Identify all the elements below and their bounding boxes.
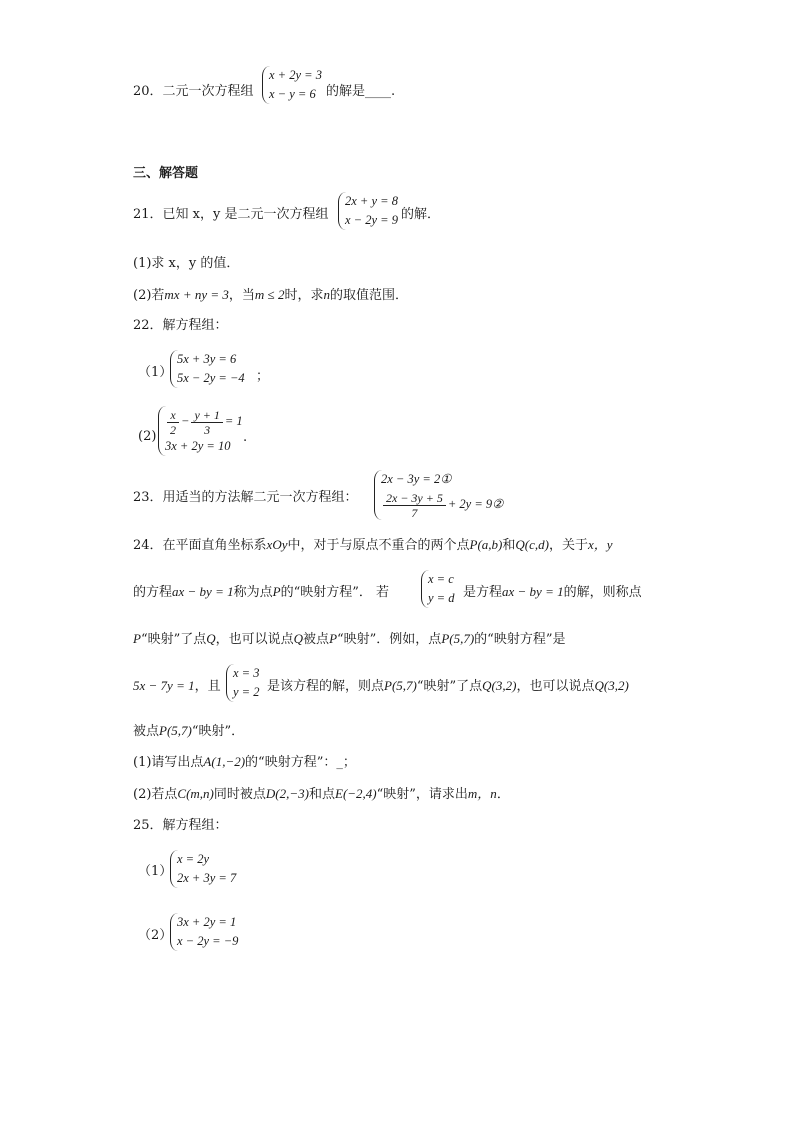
- q21-p2-text-d: 的取值范围．: [329, 288, 408, 303]
- q24-part1: [133, 754, 356, 771]
- q24-p1-a: (1)请写出点: [133, 755, 204, 770]
- q22-p2-rhs: = 1: [224, 414, 243, 428]
- q22-p1-tail: ；: [256, 369, 270, 384]
- q22-p1-eq1: 5x + 3y = 6: [177, 352, 237, 366]
- q24-p1-b: 的“映射方程”：_；: [245, 755, 356, 770]
- q23-system: [374, 470, 503, 520]
- q24-l4-b: 是该方程的解，则点: [267, 679, 385, 694]
- q21-prefix: 21．已知 x，y 是二元一次方程组: [133, 207, 329, 222]
- q24-l4-s2: y = 2: [233, 685, 260, 699]
- q24-l3-c: ，也可以说点: [215, 632, 294, 647]
- q23-eq1: 2x − 3y = 2①: [381, 472, 452, 486]
- q24-l4-system: [226, 664, 259, 702]
- q22-p2-frac1-den: 2: [170, 422, 176, 437]
- q21-p2-text-c: 时，求: [284, 288, 324, 303]
- q24-l3-d: 被点: [303, 632, 330, 647]
- q24-l3-f: 的“映射方程”是: [474, 632, 566, 647]
- q20-prefix: 20．二元一次方程组: [133, 84, 254, 99]
- q24-l1-c: 和: [502, 538, 516, 553]
- q24-l2-p: P: [272, 584, 281, 599]
- q24-l3-q2: Q: [293, 631, 304, 646]
- q24-l1-a: 24．在平面直角坐标系: [133, 538, 267, 553]
- q24-line5: [133, 723, 244, 740]
- q22-p1-eq2: 5x − 2y = −4: [177, 371, 245, 385]
- q24-l3-p57: P(5,7): [441, 631, 475, 646]
- q24-l5-a: 被点: [133, 724, 160, 739]
- q24-l5-p: P(5,7): [159, 723, 192, 738]
- q24-l3-q: Q: [206, 631, 216, 646]
- q24-l2-eq2: ax − by = 1: [502, 584, 564, 599]
- q24-l2-e: 的解，则称点: [563, 585, 642, 600]
- q20-suffix: 的解是____.: [326, 84, 396, 99]
- q24-l4-d: ，也可以说点: [516, 679, 595, 694]
- q22-p2-frac1: [167, 408, 179, 437]
- q21-p2-expr: mx + ny = 3: [164, 287, 229, 302]
- q24-p2-f: “映射”，请求出: [376, 787, 468, 802]
- q22-p2-frac2: [191, 408, 222, 437]
- q24-p2-a: (2)若点: [133, 787, 178, 802]
- q22-p2-minus: −: [181, 414, 190, 428]
- q25-p1-label: （1）: [138, 864, 173, 879]
- q21-eq1: 2x + y = 8: [345, 194, 398, 208]
- q24-p2-g: ．: [496, 787, 510, 802]
- q21-system: [338, 192, 398, 230]
- q21-eq2: x − 2y = 9: [345, 213, 398, 227]
- q24-l4-c: “映射”了点: [416, 679, 483, 694]
- q25-p2-system: [170, 913, 238, 951]
- q22-p2-frac2-num: y + 1: [191, 408, 222, 423]
- q24-l4-q: Q(3,2): [482, 678, 517, 693]
- q23-frac: [383, 491, 446, 520]
- q20-line: [133, 84, 254, 100]
- q23-eq2-rest: + 2y = 9②: [447, 497, 504, 511]
- q24-l2-s1: x = c: [428, 572, 454, 586]
- q20-system: [262, 66, 322, 104]
- q24-p1-point: A(1,−2): [203, 754, 246, 769]
- q24-part2: [133, 786, 510, 803]
- q22-p1-label: （1）: [138, 365, 173, 380]
- q25-p1-system: [170, 850, 236, 888]
- q24-l2-b: 称为点: [233, 585, 273, 600]
- q24-l2-a: 的方程: [133, 585, 173, 600]
- q22-p2-system: [158, 406, 243, 456]
- q20-eq1: x + 2y = 3: [269, 68, 322, 82]
- q24-p2-c: C(m,n): [177, 786, 214, 801]
- q24-l2-eq: ax − by = 1: [172, 584, 234, 599]
- q24-l4-s1: x = 3: [233, 666, 260, 680]
- q24-line2-right: [463, 584, 642, 601]
- q24-l2-d: 是方程: [463, 585, 503, 600]
- q22-title: 22．解方程组：: [133, 318, 228, 333]
- q21-p2-text-b: ，当: [228, 288, 255, 303]
- q25-p1-eq1: x = 2y: [177, 852, 210, 866]
- q25-title: 25．解方程组：: [133, 818, 228, 833]
- q24-line3: [133, 631, 565, 648]
- q22-p2-label: (2): [138, 429, 157, 444]
- q20-eq2: x − y = 6: [269, 87, 316, 101]
- q24-l1-p: P(a,b): [469, 537, 503, 552]
- q21-p2-text-a: (2)若: [133, 288, 165, 303]
- q23-eq2: [381, 489, 503, 520]
- q25-p2-eq1: 3x + 2y = 1: [177, 915, 237, 929]
- q24-l3-p2: P: [329, 631, 338, 646]
- q23-prefix: 23．用适当的方法解二元一次方程组：: [133, 490, 358, 505]
- q22-p2-eq1: [165, 406, 243, 437]
- q22-p2-frac1-num: x: [167, 408, 179, 423]
- q24-l1-xoy: xOy: [266, 537, 288, 552]
- q24-l1-q: Q(c,d): [515, 537, 549, 552]
- q24-p2-b: 同时被点: [213, 787, 266, 802]
- q21-p2-cond: m ≤ 2: [254, 287, 285, 302]
- section-heading: 三、解答题: [133, 166, 199, 181]
- q23-frac-den: 7: [411, 505, 418, 520]
- q24-p2-e: E(−2,4): [335, 786, 377, 801]
- q24-l3-a: P: [133, 631, 141, 646]
- q24-p2-d: D(2,−3): [265, 786, 309, 801]
- q21-part2: [133, 287, 408, 304]
- q24-l4-eq: 5x − 7y = 1: [133, 678, 195, 693]
- q24-p2-c2: 和点: [308, 787, 335, 802]
- q24-l2-s2: y = d: [428, 591, 455, 605]
- q21-p2-n: n: [323, 287, 330, 302]
- q22-p1-system: [170, 350, 245, 388]
- q24-p2-mn: m，n: [467, 786, 497, 801]
- q24-l4-a: ，且: [194, 679, 221, 694]
- q24-l2-c: 的“映射方程”． 若: [280, 585, 390, 600]
- q25-p2-eq2: x − 2y = −9: [177, 934, 239, 948]
- q24-l2-system: [421, 570, 454, 608]
- q24-l5-b: “映射”．: [191, 724, 245, 739]
- q21-part1: (1)求 x，y 的值．: [133, 256, 240, 271]
- q24-line4-right: [267, 678, 629, 695]
- q25-p1-eq2: 2x + 3y = 7: [177, 871, 237, 885]
- q24-line1: [133, 537, 613, 554]
- q24-l3-b: “映射”了点: [140, 632, 207, 647]
- q24-l4-q2: Q(3,2): [594, 678, 629, 693]
- q25-p2-label: （2）: [138, 928, 173, 943]
- q24-l4-p: P(5,7): [384, 678, 417, 693]
- q24-l3-e: “映射”．例如，点: [337, 632, 442, 647]
- q22-p2-tail: .: [243, 430, 248, 445]
- q24-line2: [133, 584, 389, 601]
- q24-l1-xy: x，y: [587, 537, 613, 552]
- q24-line4: [133, 678, 221, 695]
- q22-p2-frac2-den: 3: [204, 422, 211, 437]
- q21-suffix: 的解．: [401, 207, 441, 222]
- q24-l1-d: ，关于: [548, 538, 588, 553]
- q23-frac-num: 2x − 3y + 5: [383, 491, 446, 506]
- q22-p2-eq2: 3x + 2y = 10: [165, 438, 231, 453]
- q24-l1-b: 中，对于与原点不重合的两个点: [287, 538, 470, 553]
